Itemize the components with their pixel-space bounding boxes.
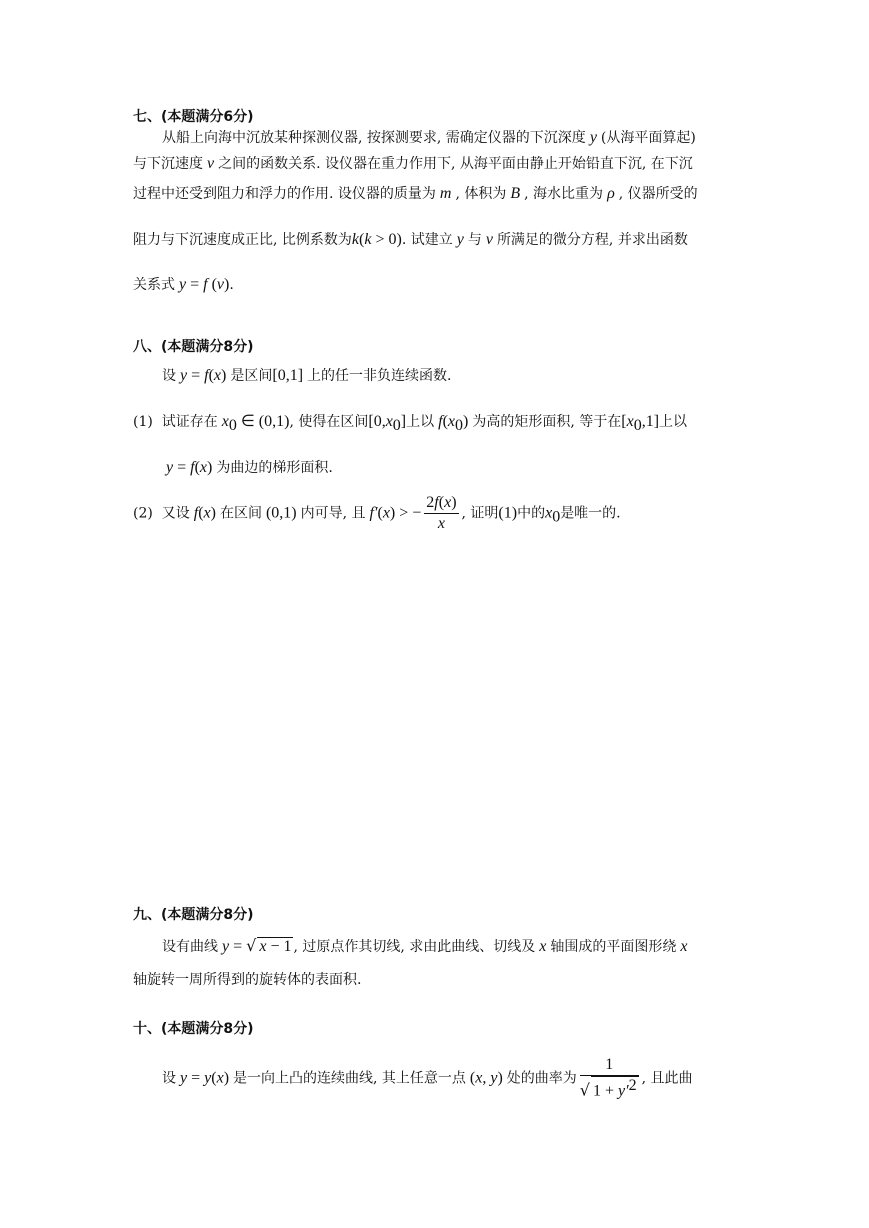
q7-line-3: 过程中还受到阻力和浮力的作用. 设仪器的质量为 m , 体积为 B , 海水比重为 ρ , 仪器所受的 bbox=[133, 185, 698, 202]
fraction-2fx-over-x: $\frac{2f(x)}{x}$ bbox=[426, 494, 457, 532]
q8-line-1: 设 y = f(x) 是区间[0,1] 上的任一非负连续函数. bbox=[162, 367, 452, 384]
q8-part-1: (1) 试证存在 $x_0$ ∈ (0,1), 使得在区间$[0,x_0]$上以 $f(x_0)$ 为高的矩形面积, 等于在$[x_0,1]$上以 bbox=[133, 413, 688, 434]
fraction-curvature: $\frac{1}{√ 1 + y'^2}$ bbox=[579, 1056, 637, 1100]
q9-line-1: 设有曲线 y = √ x − 1 , 过原点作其切线, 求由此曲线、切线及 x 轴围成的平面图形绕 x bbox=[162, 936, 688, 955]
q9-line-2: 轴旋转一周所得到的旋转体的表面积. bbox=[133, 972, 362, 988]
q10-line-1: 设 y = y(x) 是一向上凸的连续曲线, 其上任意一点 (x, y) 处的曲率为 $\frac{1}{√ 1 + y'^2}$ , 且此曲 bbox=[162, 1056, 693, 1100]
q7-heading: 七、(本题满分6分) bbox=[133, 109, 254, 125]
q7-line-2: 与下沉速度 v 之间的函数关系. 设仪器在重力作用下, 从海平面由静止开始铅直下沉, 在下沉 bbox=[133, 155, 693, 172]
q8-part-1-cont: y = f(x) 为曲边的梯形面积. bbox=[166, 459, 333, 476]
q7-line-1: 从船上向海中沉放某种探测仪器, 按探测要求, 需确定仪器的下沉深度 y (从海平面算起) bbox=[162, 129, 696, 146]
q8-heading: 八、(本题满分8分) bbox=[133, 339, 254, 355]
sqrt-symbol: √ bbox=[246, 936, 257, 955]
q7-line-4: 阻力与下沉速度成正比, 比例系数为k(k > 0). 试建立 y 与 v 所满足的微分方程, 并求出函数 bbox=[133, 231, 688, 248]
q7-line-5: 关系式 y = f (v). bbox=[133, 276, 234, 293]
q9-heading: 九、(本题满分8分) bbox=[133, 907, 254, 923]
q10-heading: 十、(本题满分8分) bbox=[133, 1021, 254, 1037]
q8-part-2: (2) 又设 f(x) 在区间 (0,1) 内可导, 且 f′(x) > − $\frac{2f(x)}{x}$ , 证明(1)中的$x_0$是唯一的. bbox=[133, 494, 621, 532]
